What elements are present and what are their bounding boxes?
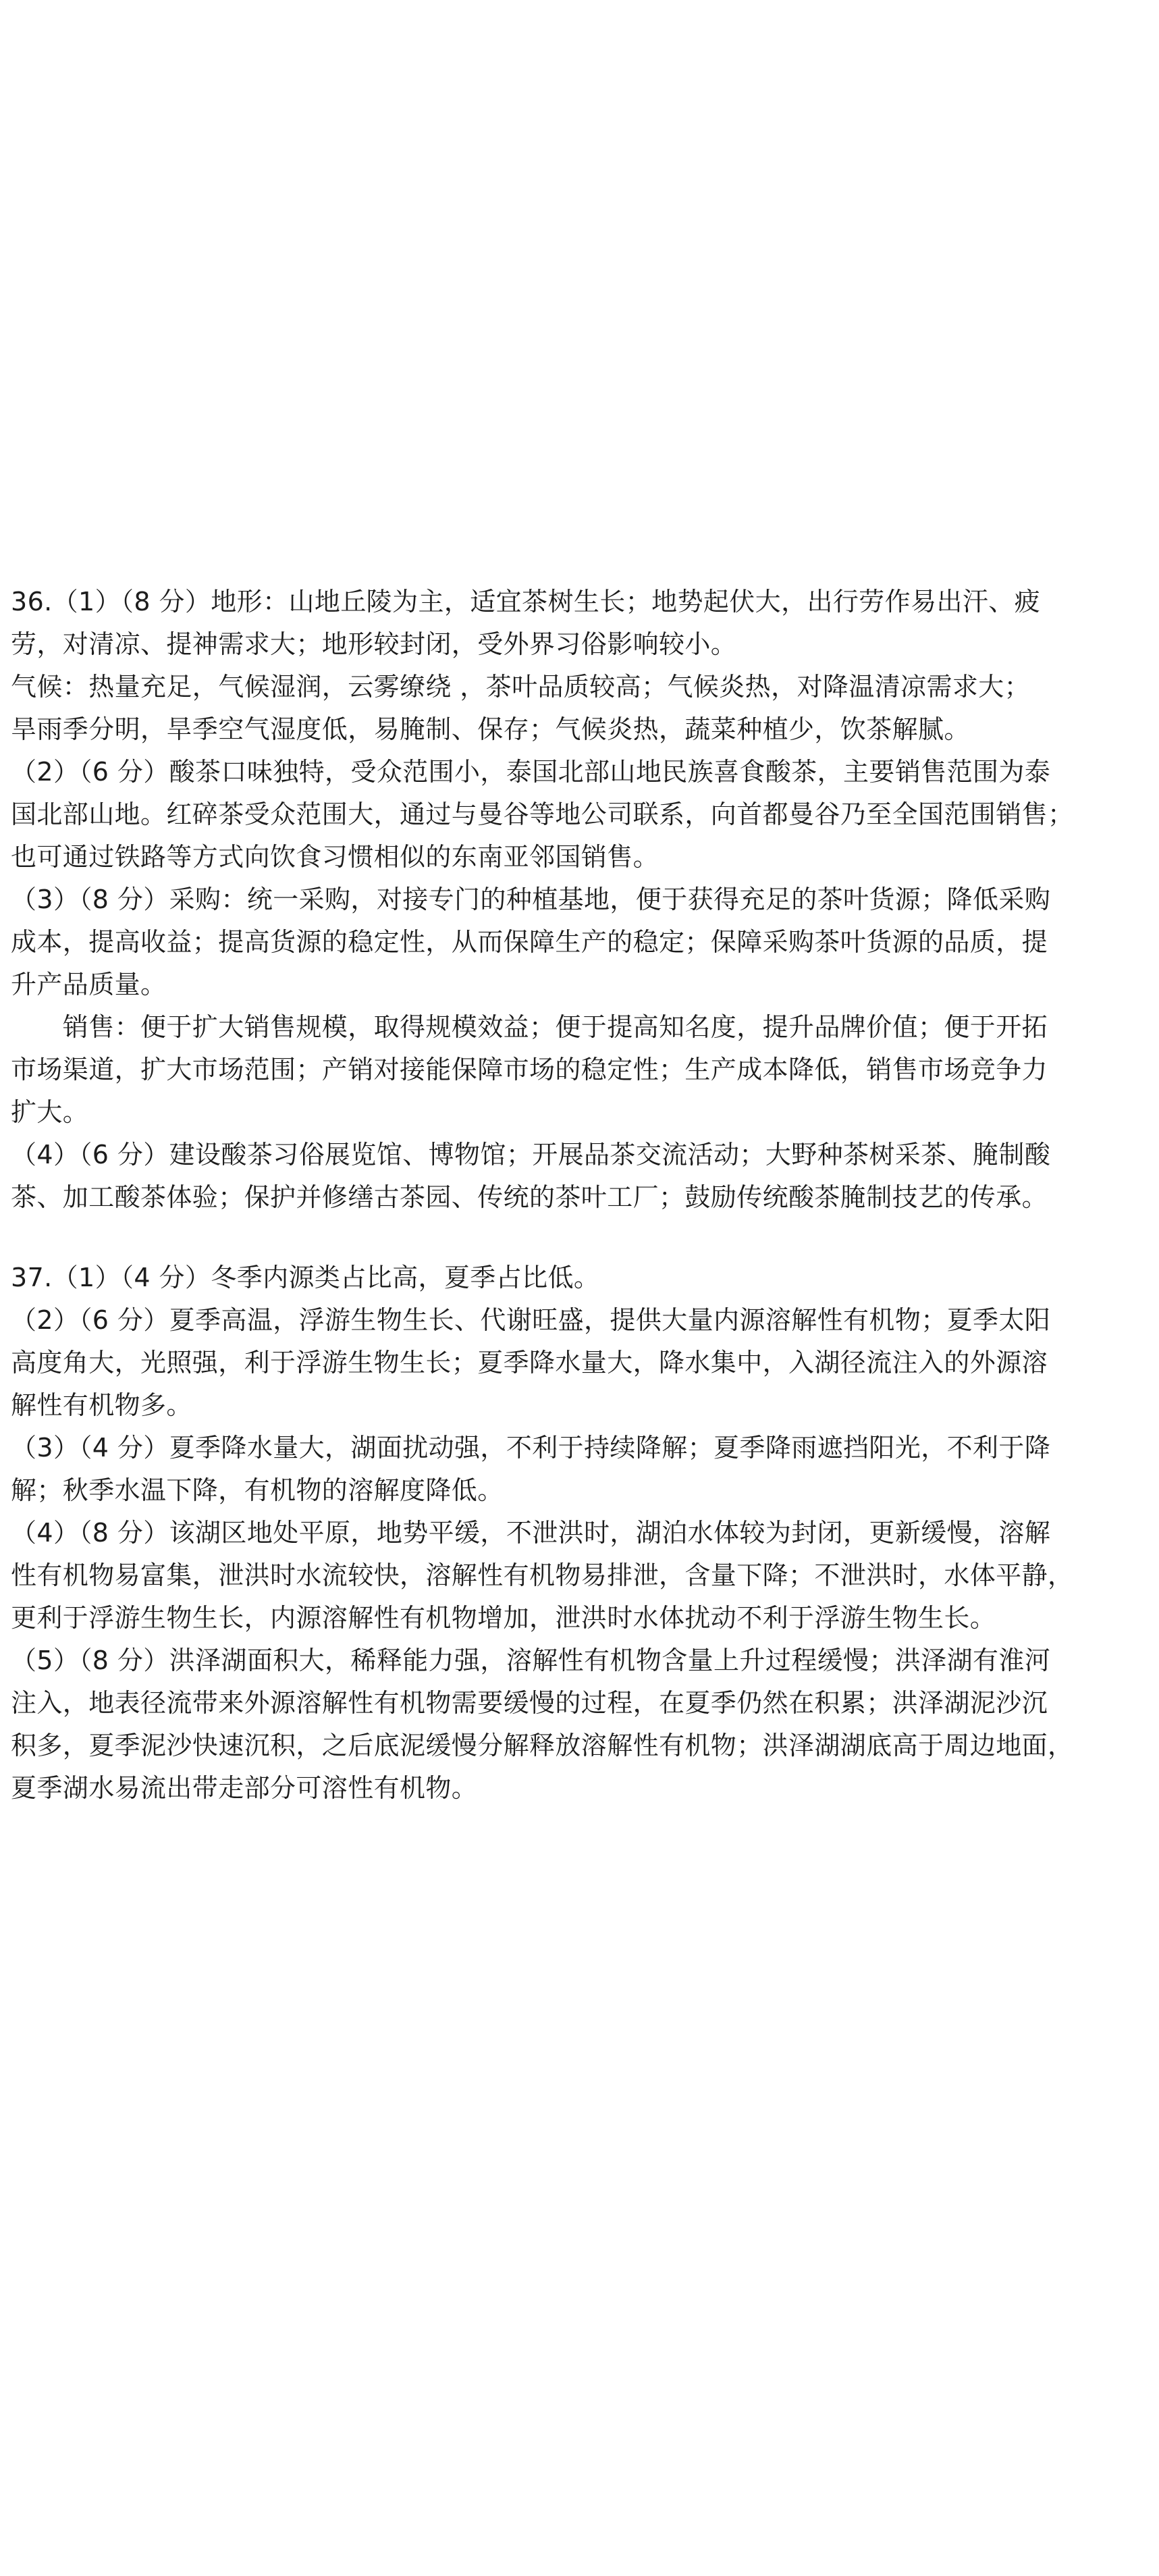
answer-document [11, 581, 1150, 1810]
q37-line: （2）（6 分）夏季高温，浮游生物生长、代谢旺盛，提供大量内源溶解性有机物；夏季太阳 [11, 1305, 1051, 1335]
q37-line: 更利于浮游生物生长，内源溶解性有机物增加，泄洪时水体扰动不利于浮游生物生长。 [11, 1603, 996, 1633]
q36-line: 也可通过铁路等方式向饮食习惯相似的东南亚邻国销售。 [11, 842, 659, 872]
q36-line: 36.（1）（8 分）地形：山地丘陵为主，适宜茶树生长；地势起伏大，出行劳作易出汗、疲 [11, 587, 1041, 616]
q36-line: 劳，对清凉、提神需求大；地形较封闭，受外界习俗影响较小。 [11, 629, 737, 659]
q36-line: 市场渠道，扩大市场范围；产销对接能保障市场的稳定性；生产成本降低，销售市场竞争力 [11, 1055, 1048, 1084]
section-spacer [11, 1219, 1150, 1257]
q37-line: （3）（4 分）夏季降水量大，湖面扰动强，不利于持续降解；夏季降雨遮挡阳光，不利于降 [11, 1433, 1051, 1463]
q37-line: 注入，地表径流带来外源溶解性有机物需要缓慢的过程，在夏季仍然在积累；洪泽湖泥沙沉 [11, 1688, 1048, 1718]
q36-line: （3）（8 分）采购：统一采购，对接专门的种植基地，便于获得充足的茶叶货源；降低采购 [11, 885, 1051, 914]
q37-line: 解性有机物多。 [11, 1390, 192, 1420]
q36-line: （4）（6 分）建设酸茶习俗展览馆、博物馆；开展品茶交流活动；大野种茶树采茶、腌制酸 [11, 1140, 1051, 1169]
q37-line: 性有机物易富集，泄洪时水流较快，溶解性有机物易排泄，含量下降；不泄洪时，水体平静， [11, 1560, 1074, 1590]
q36-line: 茶、加工酸茶体验；保护并修缮古茶园、传统的茶叶工厂；鼓励传统酸茶腌制技艺的传承。 [11, 1182, 1048, 1212]
q37-line: 37.（1）（4 分）冬季内源类占比高，夏季占比低。 [11, 1263, 600, 1292]
q36-line: 升产品质量。 [11, 970, 167, 999]
q37-line: 夏季湖水易流出带走部分可溶性有机物。 [11, 1773, 478, 1803]
q36-line: 国北部山地。红碎茶受众范围大，通过与曼谷等地公司联系，向首都曼谷乃至全国范围销售； [11, 799, 1074, 829]
q36-line: 成本，提高收益；提高货源的稳定性，从而保障生产的稳定；保障采购茶叶货源的品质，提 [11, 927, 1048, 957]
q36-line: 销售：便于扩大销售规模，取得规模效益；便于提高知名度，提升品牌价值；便于开拓 [11, 1012, 1048, 1042]
question-37-answer [11, 1257, 1150, 1810]
q36-line: 气候：热量充足，气候湿润，云雾缭绕 ，茶叶品质较高；气候炎热，对降温清凉需求大； [11, 672, 1031, 702]
q36-line: （2）（6 分）酸茶口味独特，受众范围小，泰国北部山地民族喜食酸茶，主要销售范围为泰 [11, 757, 1051, 787]
q37-line: （5）（8 分）洪泽湖面积大，稀释能力强，溶解性有机物含量上升过程缓慢；洪泽湖有淮河 [11, 1646, 1051, 1675]
question-36-answer [11, 581, 1150, 1219]
q36-line: 旱雨季分明，旱季空气湿度低，易腌制、保存；气候炎热，蔬菜种植少，饮茶解腻。 [11, 714, 970, 744]
q37-line: 积多，夏季泥沙快速沉积，之后底泥缓慢分解释放溶解性有机物；洪泽湖湖底高于周边地面， [11, 1731, 1074, 1760]
q36-line: 扩大。 [11, 1097, 89, 1127]
q37-line: （4）（8 分）该湖区地处平原，地势平缓，不泄洪时，湖泊水体较为封闭，更新缓慢，溶解 [11, 1518, 1051, 1548]
q37-line: 解；秋季水温下降，有机物的溶解度降低。 [11, 1475, 504, 1505]
q37-line: 高度角大，光照强，利于浮游生物生长；夏季降水量大，降水集中，入湖径流注入的外源溶 [11, 1348, 1048, 1377]
